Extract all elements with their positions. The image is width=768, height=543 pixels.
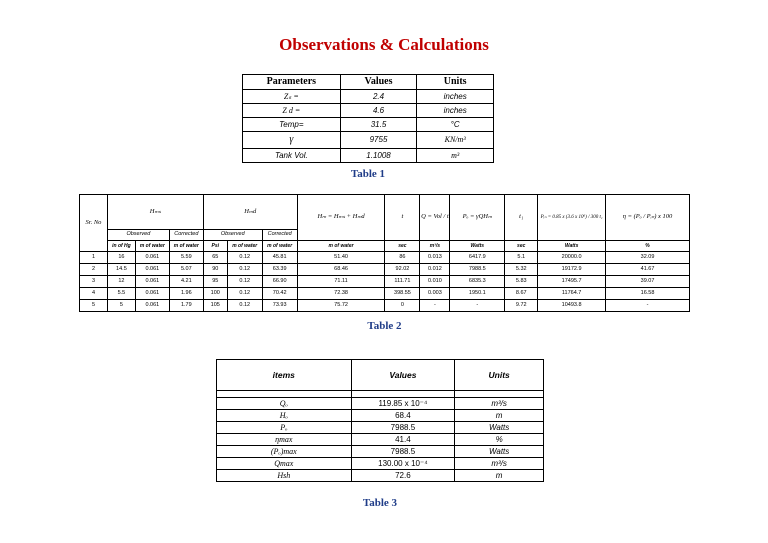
table-row (243, 149, 494, 163)
table-cell: γ (243, 132, 341, 149)
column-header: Values (340, 75, 417, 90)
table-caption: Table 2 (367, 320, 402, 332)
table-row (243, 132, 494, 149)
table-cell: 5.32 (505, 264, 538, 276)
unit-cell: m of water (297, 241, 385, 252)
table-caption: Table 1 (350, 168, 386, 180)
table-cell: 0.061 (135, 276, 169, 288)
table-cell: 0.12 (227, 276, 262, 288)
column-header-po: Pₒ = γQHₘ (450, 195, 505, 241)
column-header-q: Q = Vol / t (420, 195, 450, 241)
table-cell: (Pₒ)max (217, 446, 352, 458)
table-cell: 0.061 (135, 288, 169, 300)
table-caption: Table 3 (362, 497, 398, 509)
table-cell: 0.12 (227, 300, 262, 312)
table-spacer-row (217, 391, 544, 398)
table-cell: 39.07 (606, 276, 690, 288)
unit-cell: Watts (538, 241, 606, 252)
table-cell: 1.79 (169, 300, 203, 312)
table-cell: 51.40 (297, 252, 385, 264)
table-cell: 0 (385, 300, 420, 312)
column-header-hm: Hₘ = Hₘₛ + Hₘd (297, 195, 385, 241)
table-cell: 5.07 (169, 264, 203, 276)
table-cell: Hsh (217, 470, 352, 482)
table-cell: 0.061 (135, 300, 169, 312)
column-header-srno: Sr. No (80, 195, 108, 252)
table-cell: Hₒ (217, 410, 352, 422)
table-cell: - (450, 300, 505, 312)
table-cell: % (455, 434, 544, 446)
unit-cell: m of water (227, 241, 262, 252)
table-cell: 5.5 (107, 288, 135, 300)
table-cell: 0.061 (135, 252, 169, 264)
table-cell: 0.013 (420, 252, 450, 264)
column-header: Parameters (243, 75, 341, 90)
table-cell: m³/s (455, 458, 544, 470)
table-cell: - (606, 300, 690, 312)
table-cell: 0.12 (227, 264, 262, 276)
table-cell: 31.5 (340, 118, 417, 132)
table-cell: 6417.9 (450, 252, 505, 264)
table-cell: 68.4 (351, 410, 455, 422)
table-cell: 32.09 (606, 252, 690, 264)
table-cell: m³ (417, 149, 494, 163)
column-header-pin: Pᵢₙ = 0.85 x (3.6 x 10⁶) / 300 t₁ (538, 195, 606, 241)
table-cell: 65 (203, 252, 227, 264)
table-cell: 92.02 (385, 264, 420, 276)
table-header-row (217, 360, 544, 391)
table-cell: 111.71 (385, 276, 420, 288)
table-cell: °C (417, 118, 494, 132)
table-cell: 7988.5 (351, 422, 455, 434)
table-units-row (80, 241, 690, 252)
table-cell: Watts (455, 446, 544, 458)
unit-cell: Watts (450, 241, 505, 252)
subheader-observed: Observed (107, 230, 169, 241)
observations-table (79, 194, 690, 312)
table-cell: 75.72 (297, 300, 385, 312)
table-cell: 0.012 (420, 264, 450, 276)
table-cell: 1 (80, 252, 108, 264)
table-cell: KN/m³ (417, 132, 494, 149)
table-cell: 0.003 (420, 288, 450, 300)
table-cell: 63.39 (262, 264, 297, 276)
table-cell: Tank Vol. (243, 149, 341, 163)
table-row (217, 434, 544, 446)
table-cell: 7988.5 (351, 446, 455, 458)
column-header: Values (351, 360, 455, 391)
column-header: Units (455, 360, 544, 391)
unit-cell: m of water (169, 241, 203, 252)
table-row (80, 276, 690, 288)
table-cell: 19172.9 (538, 264, 606, 276)
table-row (243, 104, 494, 118)
table-row (80, 288, 690, 300)
table-cell: 1.96 (169, 288, 203, 300)
table-row (80, 300, 690, 312)
table-cell: 14.5 (107, 264, 135, 276)
table-cell: 45.81 (262, 252, 297, 264)
table-cell: 0.061 (135, 264, 169, 276)
table-row (217, 470, 544, 482)
table-cell: ηmax (217, 434, 352, 446)
subheader-corrected: Corrected (262, 230, 297, 241)
table-row (217, 458, 544, 470)
table-header-row (80, 195, 690, 230)
table-cell: 0.12 (227, 288, 262, 300)
table-row (217, 398, 544, 410)
table-cell: 95 (203, 276, 227, 288)
column-header: Units (417, 75, 494, 90)
table-cell: Pₒ (217, 422, 352, 434)
table-cell: 66.90 (262, 276, 297, 288)
table-cell: 130.00 x 10⁻⁴ (351, 458, 455, 470)
table-cell: 1950.1 (450, 288, 505, 300)
unit-cell: % (606, 241, 690, 252)
column-header-t: t (385, 195, 420, 241)
table-cell: 4 (80, 288, 108, 300)
table-cell: 2.4 (340, 90, 417, 104)
table-cell: Temp= (243, 118, 341, 132)
table-cell: 20000.0 (538, 252, 606, 264)
subheader-observed: Observed (203, 230, 262, 241)
unit-cell: m of water (135, 241, 169, 252)
column-header: items (217, 360, 352, 391)
table-cell: 68.46 (297, 264, 385, 276)
table-cell: 5 (80, 300, 108, 312)
table-cell: Qₒ (217, 398, 352, 410)
table-cell: 4.21 (169, 276, 203, 288)
table-cell: 12 (107, 276, 135, 288)
column-header-hms: Hₘₛ (107, 195, 203, 230)
table-cell: 9.72 (505, 300, 538, 312)
table-cell: 11764.7 (538, 288, 606, 300)
table-cell: 5.83 (505, 276, 538, 288)
results-table (216, 359, 544, 482)
unit-cell: m of water (262, 241, 297, 252)
table-cell: - (420, 300, 450, 312)
table-cell: 4.6 (340, 104, 417, 118)
table-cell: 2 (80, 264, 108, 276)
table-cell: m (455, 470, 544, 482)
table-cell: 70.42 (262, 288, 297, 300)
table-cell: 105 (203, 300, 227, 312)
table-cell: 1.1008 (340, 149, 417, 163)
table-cell: 398.55 (385, 288, 420, 300)
table-cell: 7988.5 (450, 264, 505, 276)
table-cell: 0.12 (227, 252, 262, 264)
table-header-row (243, 75, 494, 90)
table-cell: 5.1 (505, 252, 538, 264)
table-cell: 5 (107, 300, 135, 312)
table-cell: Qmax (217, 458, 352, 470)
table-cell: 16.58 (606, 288, 690, 300)
table-row (217, 446, 544, 458)
table-cell: 10493.8 (538, 300, 606, 312)
table-row (217, 410, 544, 422)
table-cell: 119.85 x 10⁻⁴ (351, 398, 455, 410)
table-row (243, 118, 494, 132)
table-cell: Z d = (243, 104, 341, 118)
table-cell: Zₛ = (243, 90, 341, 104)
parameters-table (242, 74, 494, 163)
table-cell: 41.4 (351, 434, 455, 446)
table-cell: 3 (80, 276, 108, 288)
table-cell: 86 (385, 252, 420, 264)
table-cell: 16 (107, 252, 135, 264)
unit-cell: in of Hg (107, 241, 135, 252)
table-cell: 71.11 (297, 276, 385, 288)
table-cell: Watts (455, 422, 544, 434)
unit-cell: sec (505, 241, 538, 252)
column-header-t1: t₁ (505, 195, 538, 241)
table-cell: 72.38 (297, 288, 385, 300)
table-row (217, 422, 544, 434)
unit-cell: Psi (203, 241, 227, 252)
column-header-hmd: Hₘd (203, 195, 297, 230)
table-cell: 90 (203, 264, 227, 276)
table-row (80, 252, 690, 264)
table-cell: m (455, 410, 544, 422)
subheader-corrected: Corrected (169, 230, 203, 241)
column-header-eta: η = (Pₒ / Pᵢₙ) x 100 (606, 195, 690, 241)
table-cell: m³/s (455, 398, 544, 410)
unit-cell: sec (385, 241, 420, 252)
table-cell: 100 (203, 288, 227, 300)
table-cell: inches (417, 90, 494, 104)
unit-cell: m³/s (420, 241, 450, 252)
table-cell: 72.6 (351, 470, 455, 482)
table-cell: 0.010 (420, 276, 450, 288)
table-cell: 17495.7 (538, 276, 606, 288)
table-row (243, 90, 494, 104)
table-cell: 6835.3 (450, 276, 505, 288)
table-cell: inches (417, 104, 494, 118)
table-row (80, 264, 690, 276)
table-cell: 9755 (340, 132, 417, 149)
table-cell: 73.93 (262, 300, 297, 312)
table-cell: 8.67 (505, 288, 538, 300)
table-cell: 5.59 (169, 252, 203, 264)
table-cell: 41.67 (606, 264, 690, 276)
page-title: Observations & Calculations (279, 35, 489, 54)
